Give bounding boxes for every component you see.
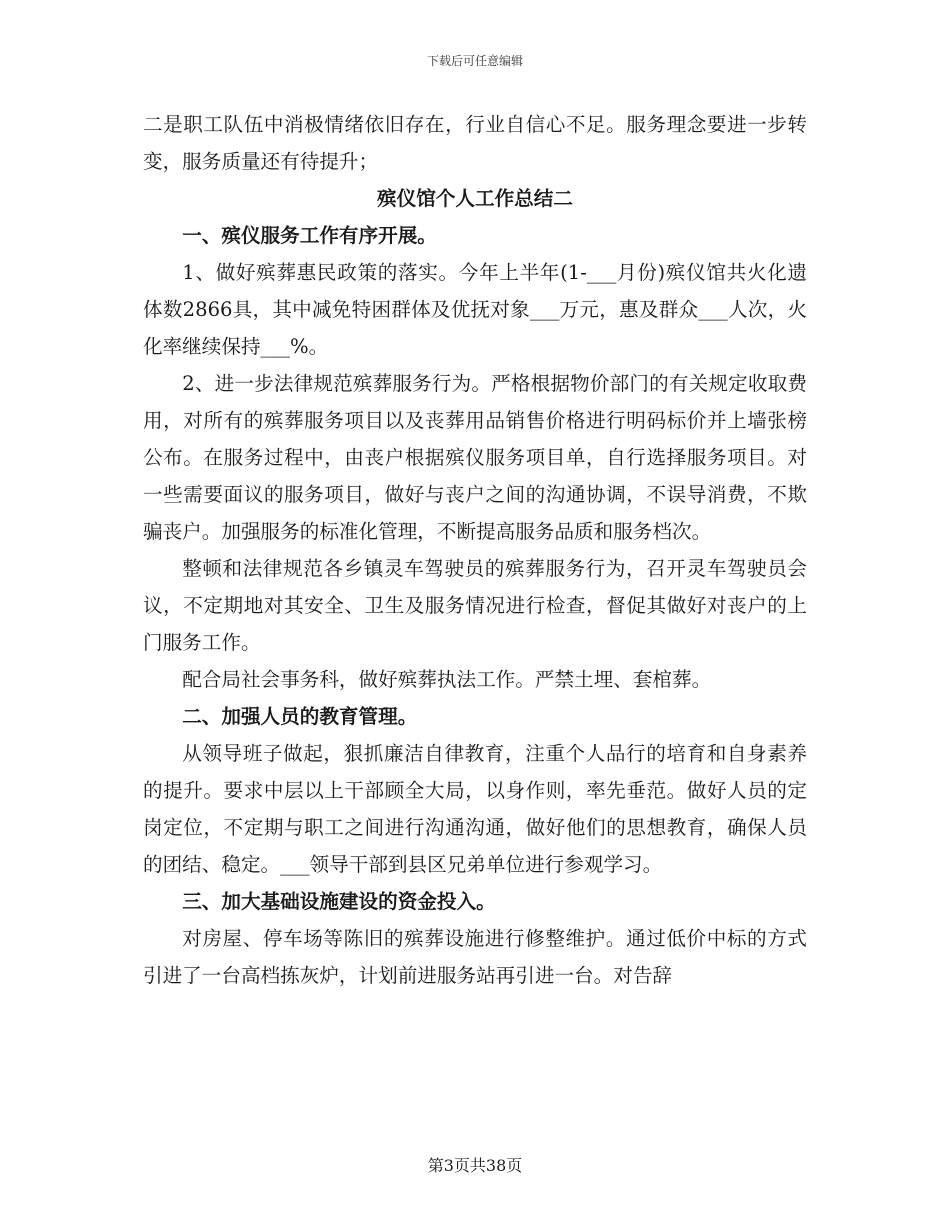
paragraph-policy: 1、做好殡葬惠民政策的落实。今年上半年(1-___月份)殡仪馆共火化遗体数2866具，其中减免特困群体及优抚对象___万元，惠及群众___人次，火化率继续保持___%。: [143, 261, 807, 358]
page-number: 第3页共38页: [427, 1156, 523, 1175]
paragraph-infrastructure: 对房屋、停车场等陈旧的殡葬设施进行修整维护。通过低价中标的方式引进了一台高档拣灰炉，计划前进服务站再引进一台。对告辞: [143, 927, 807, 987]
paragraph-service-regulation: 2、进一步法律规范殡葬服务行为。严格根据物价部门的有关规定收取费用，对所有的殡葬服务项目以及丧葬用品销售价格进行明码标价并上墙张榜公布。在服务过程中，由丧户根据殡仪服务项目单，自行选择服务项目。对一些需要面议的服务项目，做好与丧户之间的沟通协调，不误导消费，不欺骗丧户。加强服务的标准化管理，不断提高服务品质和服务档次。: [143, 372, 807, 543]
paragraph-continuation: 二是职工队伍中消极情绪依旧存在，行业自信心不足。服务理念要进一步转变，服务质量还有待提升；: [143, 113, 807, 173]
document-body: [143, 106, 807, 994]
heading-2: 二、加强人员的教育管理。: [182, 705, 418, 728]
paragraph-law-enforcement: 配合局社会事务科，做好殡葬执法工作。严禁土埋、套棺葬。: [182, 668, 712, 691]
paragraph-staff-education: 从领导班子做起，狠抓廉洁自律教育，注重个人品行的培育和自身素养的提升。要求中层以上干部顾全大局，以身作则，率先垂范。做好人员的定岗定位，不定期与职工之间进行沟通沟通，做好他们的思想教育，确保人员的团结、稳定。___领导干部到县区兄弟单位进行参观学习。: [143, 742, 807, 876]
heading-3: 三、加大基础设施建设的资金投入。: [182, 890, 496, 913]
section-title: 殡仪馆个人工作总结二: [377, 187, 573, 210]
heading-1: 一、殡仪服务工作有序开展。: [182, 224, 437, 247]
paragraph-driver-regulation: 整顿和法律规范各乡镇灵车驾驶员的殡葬服务行为，召开灵车驾驶员会议，不定期地对其安全、卫生及服务情况进行检查，督促其做好对丧户的上门服务工作。: [143, 557, 807, 654]
header-note: 下载后可任意编辑: [426, 54, 523, 68]
